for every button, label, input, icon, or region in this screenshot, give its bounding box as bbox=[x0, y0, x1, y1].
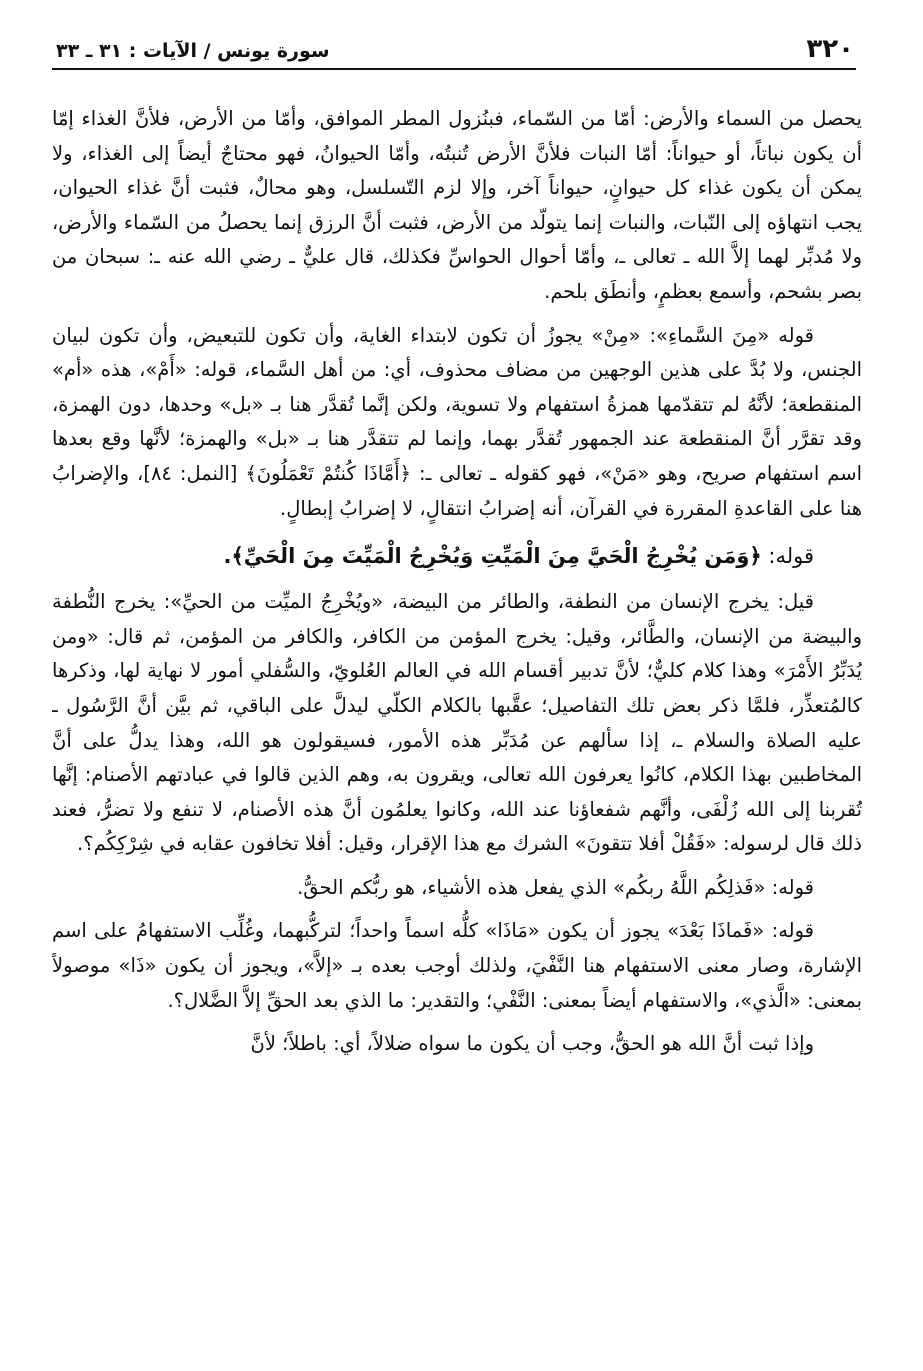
paragraph-5: قوله: «فَماذَا بَعْدَ» يجوز أن يكون «مَاذَا» كلُّه اسماً واحداً؛ لتركُّبهما، وغُلِّب الاستفهامُ على اسم الإشارة، وصار معنى الاستفهام هنا النَّفْيَ، ولذلك أوجب بعده بـ «إلاَّ»، ويجوز أن يكون «ذَا» موصولاً بمعنى: «الَّذي»، والاستفهام أيضاً بمعنى: النَّفْي؛ والتقدير: ما الذي بعد الحقِّ إلاَّ الضَّلال؟. bbox=[52, 919, 862, 1012]
page-body bbox=[52, 102, 862, 1352]
running-title: سورة يونس / الآيات : ٣١ ـ ٣٣ bbox=[56, 40, 330, 62]
quran-verse: ﴿وَمَن يُخْرِجُ الْحَيَّ مِنَ الْمَيِّتِ وَيُخْرِجُ الْمَيِّتَ مِنَ الْحَيِّ﴾. bbox=[223, 544, 762, 569]
paragraph-6: وإذا ثبت أنَّ الله هو الحقُّ، وجب أن يكون ما سواه ضلالاً، أي: باطلاً؛ لأنَّ bbox=[250, 1032, 814, 1056]
paragraph-4: قوله: «فَذلِكُم اللَّهُ ربكُم» الذي يفعل هذه الأشياء، هو ربُّكم الحقُّ. bbox=[297, 875, 814, 899]
verse-prefix: قوله: bbox=[761, 544, 814, 569]
paragraph-2: قوله «مِنَ السَّماءِ»: «مِنْ» يجوزُ أن تكون لابتداء الغاية، وأن تكون للتبعيض، وأن تكون لبيان الجنس، ولا بُدَّ على هذين الوجهين من مضاف محذوف، أي: من أهل السَّماء، قوله: «أَمْ»، هذه «أم» المنقطعة؛ لأنَّهُ لم تتقدّمها همزةُ استفهام ولا تسوية، ولكن إنَّما تُقدَّر هنا بـ «بل» وحدها، دون الهمزة، وقد تقرَّر أنَّ المنقطعة عند الجمهور تُقدَّر بهما، وإنما لم تتقدَّر هنا بـ «بل» والهمزة؛ لأنَّها وقع بعدها اسم استفهام صريح، وهو «مَنْ»، فهو كقوله ـ تعالى ـ: ﴿أَمَّاذَا كُنتُمْ تَعْمَلُونَ﴾ [النمل: ٨٤]، والإضرابُ هنا على القاعدةِ المقررة في القرآن، أنه إضرابُ انتقالٍ، لا إضرابُ إبطالٍ. bbox=[52, 323, 862, 520]
page-header bbox=[52, 30, 856, 74]
page-number: ٣٢٠ bbox=[806, 34, 854, 64]
header-rule bbox=[52, 68, 856, 70]
verse-line bbox=[52, 535, 862, 577]
paragraph-3: قيل: يخرج الإنسان من النطفة، والطائر من البيضة، «ويُخْرِجُ الميِّت من الحيِّ»: يخرج النُّطفة والبيضة من الإنسان، والطَّائر، وقيل: يخرج المؤمن من الكافر، والكافر من المؤمن، ثم قال: «ومن يُدَبِّرُ الأَمْرَ» وهذا كلام كليٌّ؛ لأنَّ تدبير أقسام الله في العالم العُلويّ، والسُّفلي أمور لا نهاية لها، وذكرها كالمُتعذِّر، فلمَّا ذكر بعض تلك التفاصيل؛ عقَّبها بالكلام الكلّي ليدلَّ على الباقي، ثم بيَّن أنَّ الرَّسُول ـ عليه الصلاة والسلام ـ، إذا سألهم عن مُدَبِّر هذه الأمور، فسيقولون هو الله، وهذا يدلُّ على أنَّ المخاطبين بهذا الكلام، كانُوا يعرفون الله تعالى، ويقرون به، وهم الذين قالوا في عبادتهم الأصنام: إنَّها تُقربنا إلى الله زُلْفَى، وأنَّهم شفعاؤنا عند الله، وكانوا يعلمُون أنَّ هذه الأصنام، لا تنفع ولا تضرُّ، فعند ذلك قال لرسوله: «فَقُلْ أفلا تتقونَ» الشرك مع هذا الإقرار، وقيل: أفلا تخافون عقابه في شِرْكِكُم؟. bbox=[52, 590, 862, 856]
paragraph-1: يحصل من السماء والأرض: أمّا من السّماء، فبنُزول المطر الموافق، وأمّا من الأرض، فلأنَّ الغذاء إمّا أن يكون نباتاً، أو حيواناً: أمّا النبات فلأنَّ الأرض تُنبتُه، وأمّا الحيوانُ، فهو محتاجٌ أيضاً إلى الغذاء، ولا يمكن أن يكون غذاء كل حيوانٍ، حيواناً آخر، وإلا لزم التّسلسل، وهو محالٌ، فثبت أنَّ غذاء الحيوان، يجب انتهاؤه إلى النّبات، والنبات إنما يتولّد من الأرض، فثبت أنَّ الرزق إنما يحصلُ من السّماء والأرض، ولا مُدبِّر لهما إلاَّ الله ـ تعالى ـ، وأمّا أحوال الحواسِّ فكذلك، قال عليٌّ ـ رضي الله عنه ـ: سبحان من بصر بشحم، وأسمع بعظمٍ، وأنطَق بلحم. bbox=[52, 107, 862, 303]
